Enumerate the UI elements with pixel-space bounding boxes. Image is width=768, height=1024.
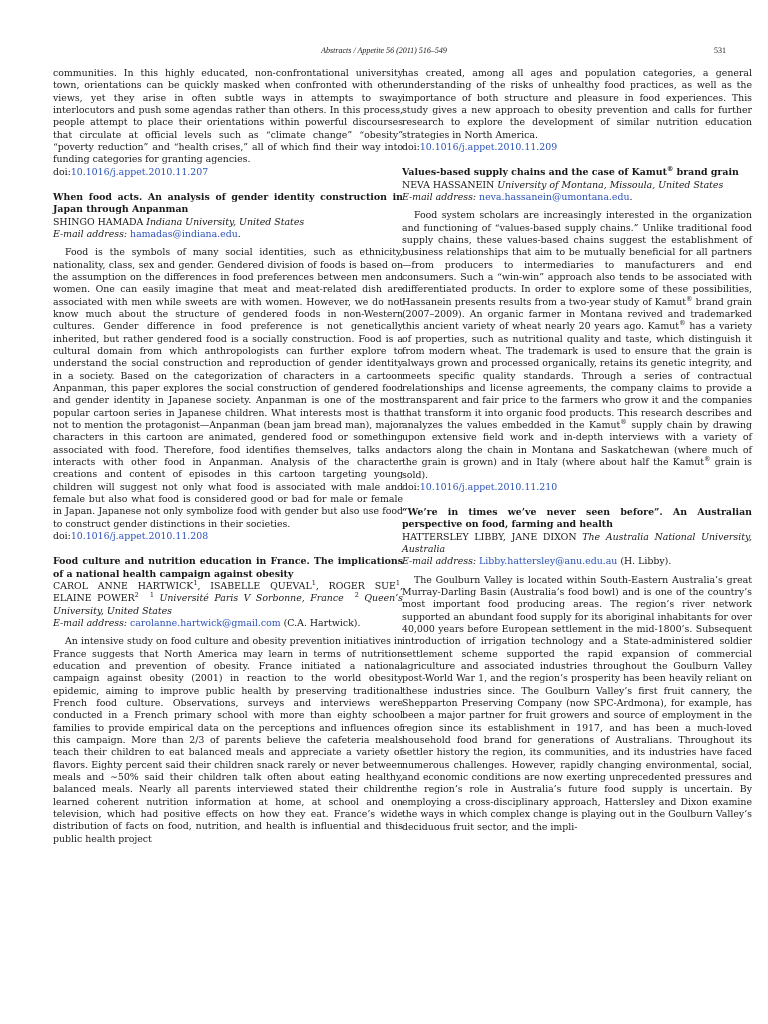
abstract-kamut [402, 167, 752, 494]
email-link[interactable]: neva.hassanein@umontana.edu [479, 191, 630, 203]
abstract-body: The Goulburn Valley is located within South-Eastern Australia’s great Murray-Darling Basin (Australia’s food bowl) and is one of the country’s most important food producing areas. The region’s river network supported an abundant food supply for its aboriginal inhabitants for over 40,000 years before European settlement in the mid-1800’s. Subsequent introduction of irrigation technology and a State-administered soldier settlement scheme supported the rapid expansion of commercial agriculture and associated industries throughout the Goulburn Valley post-World War 1, and the region’s prosperity has been heavily reliant on these industries since. The Goulburn Valley’s first fruit cannery, the Shepparton Preserving Company (now SPC-Ardmona), for example, has been a major partner for fruit growers and source of employment in the region since its establishment in 1917, and has been a much-loved household food brand for generations of Australians. Throughout its settler history the region, its communities, and its industries have faced numerous challenges. However, rapidly changing environmental, social, and economic conditions are now exerting unprecedented pressures and the region’s role in Australia’s future food supply is uncertain. By employing a cross-disciplinary approach, Hattersley and Dixon examine the ways in which complex change is playing out in the Goulburn Valley’s deciduous fruit sector, and the impli- [402, 574, 752, 833]
right-column [402, 68, 752, 834]
abstract-title: When food acts. An analysis of gender identity construction in Japan through Anpanman [53, 192, 403, 216]
abstract-france [53, 556, 403, 846]
abstract-title: Food culture and nutrition education in France. The implications of a national health campaign against obesity [53, 556, 403, 580]
doi-link[interactable]: 10.1016/j.appet.2010.11.208 [70, 531, 209, 543]
abstract-title: “We’re in times we’ve never seen before”. An Australian perspective on food, farming and health [402, 507, 752, 531]
abstract-goulburn [402, 507, 752, 834]
email-line: E-mail address: hamadas@indiana.edu. [53, 228, 241, 240]
left-column [53, 68, 403, 846]
email-link[interactable]: carolanne.hartwick@gmail.com [130, 617, 281, 629]
email-link[interactable]: Libby.hattersley@anu.edu.au [479, 556, 618, 568]
email-link[interactable]: hamadas@indiana.edu [130, 228, 238, 240]
doi-link[interactable]: 10.1016/j.appet.2010.11.210 [419, 481, 558, 493]
author-line: CAROL ANNE HARTWICK$^1$, ISABELLE QUEVAL$^1$, ROGER SUE$^1$, ELAINE POWER$^2$ $^1$ Université Paris V Sorbonne, France $^2$ Queen’s University, United States [53, 578, 403, 617]
doi-link[interactable]: 10.1016/j.appet.2010.11.207 [70, 166, 209, 178]
carryover-paragraph: communities. In this highly educated, non-confrontational university town, orientations can be quickly masked when confronted with other views, yet they arise in often subtle ways in attempts to sway interlocutors and push some agendas rather than others. In this process, people attempt to place their orientations within powerful discourses that circulate at official levels such as “climate change” “obesity” “poverty reduction” and “health crises,” all of which find their way into funding categories for granting agencies. [53, 68, 403, 166]
abstract-title: Values-based supply chains and the case of Kamut® brand grain [402, 165, 739, 179]
running-head [0, 46, 768, 60]
email-line: E-mail address: carolanne.hartwick@gmail.com (C.A. Hartwick). [53, 617, 361, 629]
carryover-paragraph: has created, among all ages and population categories, a general understanding of the risks of unhealthy food practices, as well as the importance of both structure and pleasure in food experiences. This study gives a new approach to obesity prevention and calls for further research to explore the development of similar nutrition education strategies in North America. [402, 68, 752, 141]
email-line: E-mail address: Libby.hattersley@anu.edu.au (H. Libby). [402, 556, 672, 568]
doi-link[interactable]: 10.1016/j.appet.2010.11.209 [419, 142, 558, 154]
doi-line: doi:10.1016/j.appet.2010.11.208 [53, 531, 209, 543]
author-line: HATTERSLEY LIBBY, JANE DIXON The Australia National University, Australia [402, 531, 752, 555]
abstract-body: An intensive study on food culture and obesity prevention initiatives in France suggests that North America may learn in terms of nutrition education and prevention of obesity. France initiated a national campaign against obesity (2001) in reaction to the world obesity epidemic, aiming to improve public health by preserving traditional French food culture. Observations, surveys and interviews were conducted in a French primary school with more than eighty school families to provide empirical data on the perceptions and influences of this campaign. More than 2/3 of parents believe the cafeteria meals teach their children to eat balanced meals and appreciate a variety of flavors. Eighty percent said their children snack rarely or never between meals and ∼50% said their children talk often about eating healthy, balanced meals. Nearly all parents interviewed stated their children learned coherent nutrition information at home, at school and on television, which had positive effects on how they eat. France’s wide distribution of facts on food, nutrition, and health is influential and this public health project [53, 636, 403, 845]
abstract-body: Food is the symbols of many social identities, such as ethnicity, nationality, class, sex and gender. Gendered division of foods is based on the assumption on the differences in food preferences between men and women. One can easily imagine that meat and meat-related dish are associated with men while sweets are with women. However, we do not know much about the structure of gendered foods in non-Western cultures. Gender difference in food preference is not genetically inherited, but rather gendered food is a socially construction. Food is a cultural domain from which anthropologists can further explore to understand the social construction and reproduction of gender identity in a society. Based on the categorization of characters in a cartoon Anpanman, this paper explores the social construction of gendered food and gender identity in Japanese society. Anpanman is one of the most popular cartoon series in Japanese children. What interests most is that not to mention the protagonist—Anpanman (bean jam bread man), major characters in this cartoon are animated, gendered food or something associated with food. Therefore, food identifies themselves, talks and interacts with other food in Anpanman. Analysis of the character creations and content of episodes in this cartoon targeting young children will suggest not only what food is associated with male and female but also what food is considered good or bad for male or female in Japan. Japanese not only symbolize food with gender but also use food to construct gender distinctions in their societies. [53, 247, 403, 530]
doi-line: doi:10.1016/j.appet.2010.11.207 [53, 166, 209, 178]
journal-citation: Abstracts / Appetite 56 (2011) 516–549 [321, 46, 447, 55]
author-line: SHINGO HAMADA Indiana University, United States [53, 216, 305, 228]
abstract-body: Food system scholars are increasingly interested in the organization and functioning of “values-based supply chains.” Unlike traditional food supply chains, these values-based chains suggest the establishment of business relationships that aim to be mutually beneficial for all partners—from producers to intermediaries to manufacturers and end consumers. Such a “win-win” approach also tends to be associated with differentiated products. In order to explore some of these possibilities, Hassanein presents results from a two-year study of Kamut® brand grain (2007–2009). An organic farmer in Montana revived and trademarked this ancient variety of wheat nearly 20 years ago. Kamut® has a variety of properties, such as nutritional quality and taste, which distinguish it from modern wheat. The trademark is used to ensure that the grain is always grown and processed organically, retains its genetic integrity, and meets specific quality standards. Through a series of contractual relationships and license agreements, the company claims to provide a transparent and fair price to the farmers who grow it and the companies that transform it into organic food products. This research describes and analyzes the values embedded in the Kamut® supply chain by drawing upon extensive field work and in-depth interviews with a variety of actors along the chain in Montana and Saskatchewan (where much of the grain is grown) and in Italy (where about half the Kamut® grain is sold). [402, 210, 752, 481]
doi-line: doi:10.1016/j.appet.2010.11.210 [402, 481, 558, 493]
author-line: NEVA HASSANEIN University of Montana, Missoula, United States [402, 179, 724, 191]
page-number: 531 [714, 46, 726, 55]
abstract-anpanman [53, 192, 403, 543]
email-line: E-mail address: neva.hassanein@umontana.edu. [402, 191, 633, 203]
doi-line: doi:10.1016/j.appet.2010.11.209 [402, 142, 558, 154]
